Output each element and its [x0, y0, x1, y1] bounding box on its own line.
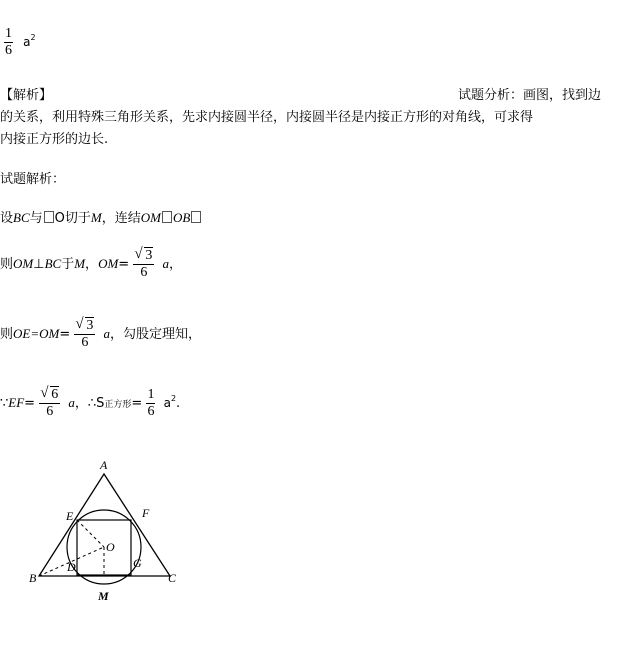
solution-title: 试题解析：	[0, 172, 66, 187]
s2-radicand: 3	[145, 248, 153, 263]
s2-e: 于	[61, 257, 75, 272]
s1-m: M	[90, 210, 102, 225]
s4-area-exp: 2	[170, 394, 177, 403]
s2-a-var: a	[162, 256, 169, 271]
dashed-oe	[77, 520, 104, 547]
label-a: A	[100, 458, 108, 472]
label-f: F	[142, 506, 150, 520]
label-g: G	[133, 556, 142, 570]
label-c: C	[168, 571, 177, 585]
s1-bc: BC	[13, 210, 30, 225]
s4-eq2: =	[131, 396, 143, 411]
s4-area-num: 1	[147, 387, 155, 402]
s2-om: OM	[13, 256, 34, 271]
answer-numerator: 1	[5, 26, 12, 41]
s3-radicand: 3	[86, 318, 94, 333]
sqrt-icon: √	[75, 316, 84, 332]
s4-period: .	[176, 396, 181, 411]
label-m: M	[98, 589, 109, 603]
s2-k: ，	[168, 257, 182, 272]
analysis-heading: 【解析】	[0, 88, 53, 103]
s4-ef: EF	[8, 395, 25, 410]
s1-d: O切于	[54, 211, 91, 226]
s4-a-var: a	[68, 395, 75, 410]
analysis-line2: 的关系，利用特殊三角形关系，先求内接圆半径，内接圆半径是内接正方形的对角线，可求得	[0, 110, 534, 125]
sqrt-icon: √	[40, 385, 49, 401]
s2-bc: BC	[44, 256, 62, 271]
s4-therefore: ，∴S	[74, 396, 105, 411]
s2-eq: =	[118, 257, 130, 272]
s1-f: ，连结	[101, 211, 141, 226]
s2-om2: OM	[98, 256, 119, 271]
label-e: E	[66, 509, 74, 523]
answer-exponent: 2	[30, 33, 36, 42]
s2-m: M	[74, 256, 86, 271]
s2-perp: ⊥	[33, 257, 45, 272]
s3-a-var: a	[103, 326, 111, 341]
label-o: O	[106, 540, 115, 554]
sqrt-icon: √	[134, 246, 143, 262]
s4-area-var: a	[163, 396, 171, 410]
s4-radicand: 6	[51, 387, 59, 402]
s3-a: 则	[0, 327, 14, 342]
s4-square-subscript: 正方形	[104, 400, 132, 410]
analysis-line3: 内接正方形的边长.	[0, 132, 109, 147]
analysis-intro: 试题分析：画图，找到边	[458, 88, 602, 103]
s3-den: 6	[81, 335, 89, 350]
label-d: D	[67, 560, 76, 574]
s3-eq: =	[59, 327, 71, 342]
s3-e: ，勾股定理知，	[110, 327, 202, 342]
answer-var: a	[23, 35, 31, 49]
s4-den: 6	[46, 404, 54, 419]
s4-because: ∵	[0, 396, 9, 411]
s1-c: 与	[29, 211, 43, 226]
s4-area-den: 6	[147, 404, 155, 419]
s1-ob: OB	[172, 210, 191, 225]
s3-oe-om: OE=OM	[13, 326, 60, 341]
answer-denominator: 6	[5, 43, 12, 58]
s4-eq: =	[24, 396, 36, 411]
s1-a: 设	[0, 211, 14, 226]
s2-g: ，	[85, 257, 99, 272]
s1-om: OM	[140, 210, 161, 225]
s2-a: 则	[0, 257, 14, 272]
s2-den: 6	[140, 265, 148, 280]
label-b: B	[29, 571, 37, 585]
